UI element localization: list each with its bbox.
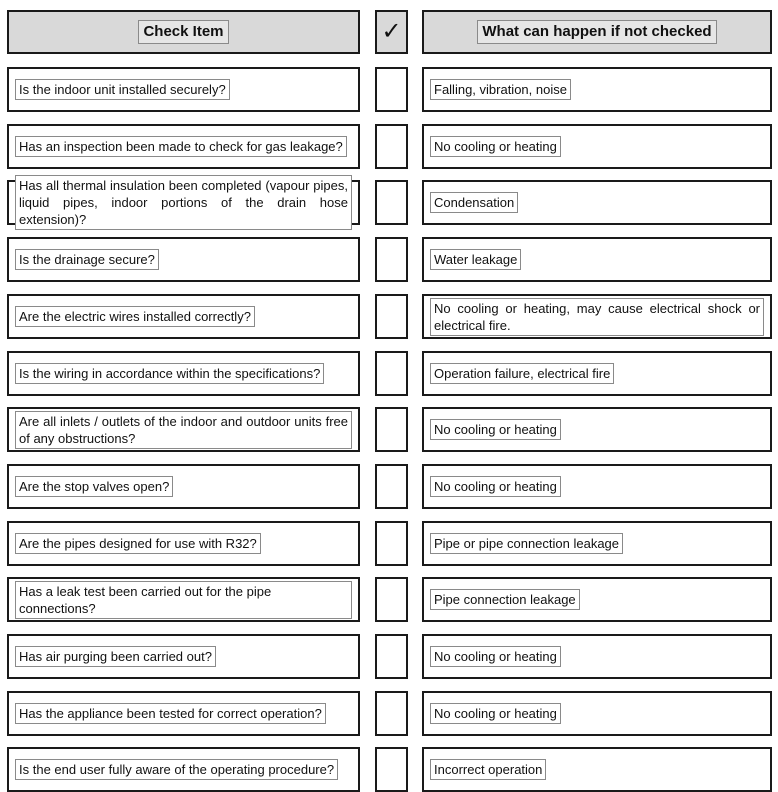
consequence-text-wrap <box>430 296 764 337</box>
check-item-cell <box>7 180 360 225</box>
consequence-label: No cooling or heating <box>430 703 561 724</box>
checkmark-icon: ✓ <box>381 18 402 45</box>
consequence-cell <box>422 294 772 339</box>
consequence-label: No cooling or heating <box>430 476 561 497</box>
consequence-text-wrap <box>430 353 764 394</box>
check-item-label: Are the electric wires installed correctly? <box>15 306 255 327</box>
consequence-cell <box>422 407 772 452</box>
check-item-label: Are the stop valves open? <box>15 476 173 497</box>
check-item-label: Has air purging been carried out? <box>15 646 216 667</box>
consequence-label: No cooling or heating <box>430 136 561 157</box>
check-item-label: Is the indoor unit installed securely? <box>15 79 230 100</box>
check-item-cell <box>7 407 360 452</box>
check-item-cell <box>7 294 360 339</box>
consequence-cell <box>422 124 772 169</box>
check-item-text-wrap <box>15 409 352 450</box>
consequence-cell <box>422 747 772 792</box>
consequence-text-wrap <box>430 636 764 677</box>
check-item-cell <box>7 634 360 679</box>
consequence-text-wrap <box>430 409 764 450</box>
consequence-cell <box>422 634 772 679</box>
check-item-label: Has the appliance been tested for correct operation? <box>15 703 326 724</box>
check-item-label: Is the drainage secure? <box>15 249 159 270</box>
check-item-cell <box>7 237 360 282</box>
consequence-text-wrap <box>430 749 764 790</box>
consequence-label: Pipe or pipe connection leakage <box>430 533 623 554</box>
checkbox[interactable] <box>375 691 408 736</box>
consequence-cell <box>422 180 772 225</box>
consequence-label: Operation failure, electrical fire <box>430 363 614 384</box>
check-item-text-wrap <box>15 693 352 734</box>
consequence-text-wrap <box>430 466 764 507</box>
consequence-label: Water leakage <box>430 249 521 270</box>
checkbox[interactable] <box>375 464 408 509</box>
consequence-cell <box>422 67 772 112</box>
consequence-text-wrap <box>430 69 764 110</box>
consequence-label: Falling, vibration, noise <box>430 79 571 100</box>
check-item-cell <box>7 691 360 736</box>
check-item-text-wrap <box>15 296 352 337</box>
consequence-text-wrap <box>430 693 764 734</box>
check-item-cell <box>7 124 360 169</box>
checkbox[interactable] <box>375 577 408 622</box>
header-check-item-label: Check Item <box>138 20 228 44</box>
check-item-label: Are the pipes designed for use with R32? <box>15 533 261 554</box>
check-item-cell <box>7 464 360 509</box>
check-item-cell <box>7 67 360 112</box>
check-item-text-wrap <box>15 126 352 167</box>
consequence-cell <box>422 237 772 282</box>
consequence-cell <box>422 521 772 566</box>
header-consequence-label: What can happen if not checked <box>477 20 716 44</box>
check-item-text-wrap <box>15 69 352 110</box>
consequence-cell <box>422 691 772 736</box>
consequence-label: Incorrect operation <box>430 759 546 780</box>
checkbox[interactable] <box>375 294 408 339</box>
checkbox[interactable] <box>375 67 408 112</box>
check-item-text-wrap <box>15 466 352 507</box>
checkbox[interactable] <box>375 351 408 396</box>
consequence-text-wrap <box>430 126 764 167</box>
check-item-text-wrap <box>15 523 352 564</box>
check-item-label: Are all inlets / outlets of the indoor and outdoor units free of any obstructions? <box>15 411 352 449</box>
consequence-label: No cooling or heating <box>430 646 561 667</box>
consequence-cell <box>422 351 772 396</box>
check-item-label: Has all thermal insulation been completed (vapour pipes, liquid pipes, indoor portions of the drain hose extension)? <box>15 175 352 230</box>
consequence-label: Condensation <box>430 192 518 213</box>
check-item-text-wrap <box>15 636 352 677</box>
checkbox[interactable] <box>375 407 408 452</box>
consequence-text-wrap <box>430 182 764 223</box>
consequence-cell <box>422 464 772 509</box>
check-item-cell <box>7 351 360 396</box>
check-item-label: Is the wiring in accordance within the specifications? <box>15 363 324 384</box>
checkbox[interactable] <box>375 521 408 566</box>
checkbox[interactable] <box>375 634 408 679</box>
consequence-label: Pipe connection leakage <box>430 589 580 610</box>
consequence-label: No cooling or heating, may cause electrical shock or electrical fire. <box>430 298 764 336</box>
consequence-text-wrap <box>430 523 764 564</box>
check-item-text-wrap <box>15 239 352 280</box>
check-item-cell <box>7 747 360 792</box>
check-item-text-wrap <box>15 178 352 227</box>
check-item-cell <box>7 521 360 566</box>
checkbox[interactable] <box>375 124 408 169</box>
consequence-text-wrap <box>430 239 764 280</box>
check-item-cell <box>7 577 360 622</box>
checkbox[interactable] <box>375 237 408 282</box>
consequence-cell <box>422 577 772 622</box>
check-item-label: Has a leak test been carried out for the pipe connections? <box>15 581 352 619</box>
consequence-text-wrap <box>430 579 764 620</box>
check-item-text-wrap <box>15 579 352 620</box>
checkbox[interactable] <box>375 180 408 225</box>
check-item-text-wrap <box>15 749 352 790</box>
check-item-label: Is the end user fully aware of the operating procedure? <box>15 759 338 780</box>
consequence-label: No cooling or heating <box>430 419 561 440</box>
check-item-label: Has an inspection been made to check for gas leakage? <box>15 136 347 157</box>
check-item-text-wrap <box>15 353 352 394</box>
checkbox[interactable] <box>375 747 408 792</box>
